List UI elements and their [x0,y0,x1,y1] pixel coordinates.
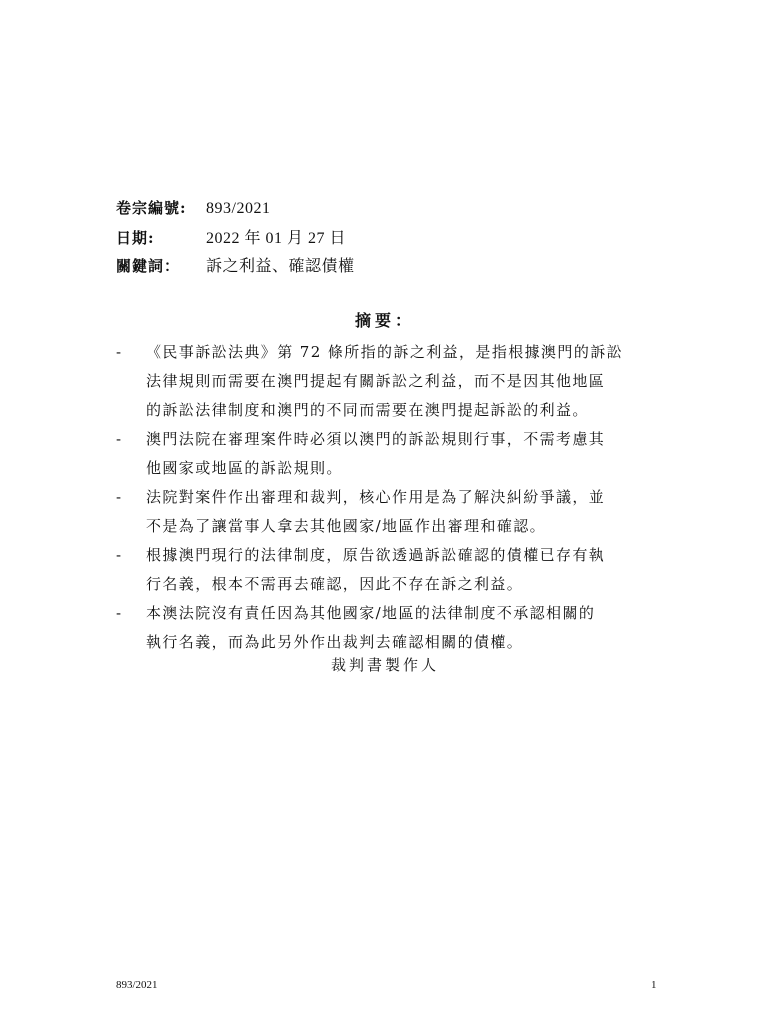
date-label: 日期: [116,229,155,247]
summary-text-line: 不是為了讓當事人拿去其他國家/地區作出審理和確認。 [146,517,547,535]
case-number-label: 卷宗編號: [116,199,187,217]
list-dash: - [116,604,123,622]
keywords-row [116,254,355,278]
summary-text-line: 執行名義，而為此另外作出裁判去確認相關的債權。 [146,633,524,651]
case-number-value: 893/2021 [206,200,271,217]
keywords-label: 關鍵詞： [116,257,181,275]
summary-title: 摘要： [354,311,415,330]
list-dash: - [116,546,123,564]
summary-text-line: 本澳法院沒有責任因為其他國家/地區的法律制度不承認相關的 [146,604,596,622]
keywords-value: 訴之利益、確認債權 [206,258,355,275]
summary-text-line: 根據澳門現行的法律制度，原告欲透過訴訟確認的債權已存有執 [146,546,606,564]
footer-case-number: 893/2021 [116,979,158,991]
summary-text-line: 他國家或地區的訴訟規則。 [146,459,343,477]
summary-text-line: 的訴訟法律制度和澳門的不同而需要在澳門提起訴訟的利益。 [146,401,589,419]
summary-text-line: 澳門法院在審理案件時必須以澳門的訴訟規則行事，不需考慮其 [146,430,606,448]
summary-item [116,541,661,599]
summary-text-line: 《民事訴訟法典》第 72 條所指的訴之利益，是指根據澳門的訴訟 [146,343,624,361]
summary-item [116,338,661,425]
summary-text-line: 行名義，根本不需再去確認，因此不存在訴之利益。 [146,575,524,593]
summary-item [116,425,661,483]
judgment-maker: 裁判書製作人 [330,656,439,674]
footer-page-number: 1 [651,979,657,991]
summary-text-line: 法律規則而需要在澳門提起有關訴訟之利益，而不是因其他地區 [146,372,606,390]
summary-item [116,483,661,541]
summary-item [116,599,661,657]
summary-text-line: 法院對案件作出審理和裁判，核心作用是為了解決糾紛爭議，並 [146,488,606,506]
summary-list [116,338,661,657]
case-number-row [116,196,270,220]
list-dash: - [116,430,123,448]
list-dash: - [116,343,123,361]
date-value: 2022 年 01 月 27 日 [206,230,347,247]
list-dash: - [116,488,123,506]
date-row [116,226,346,250]
